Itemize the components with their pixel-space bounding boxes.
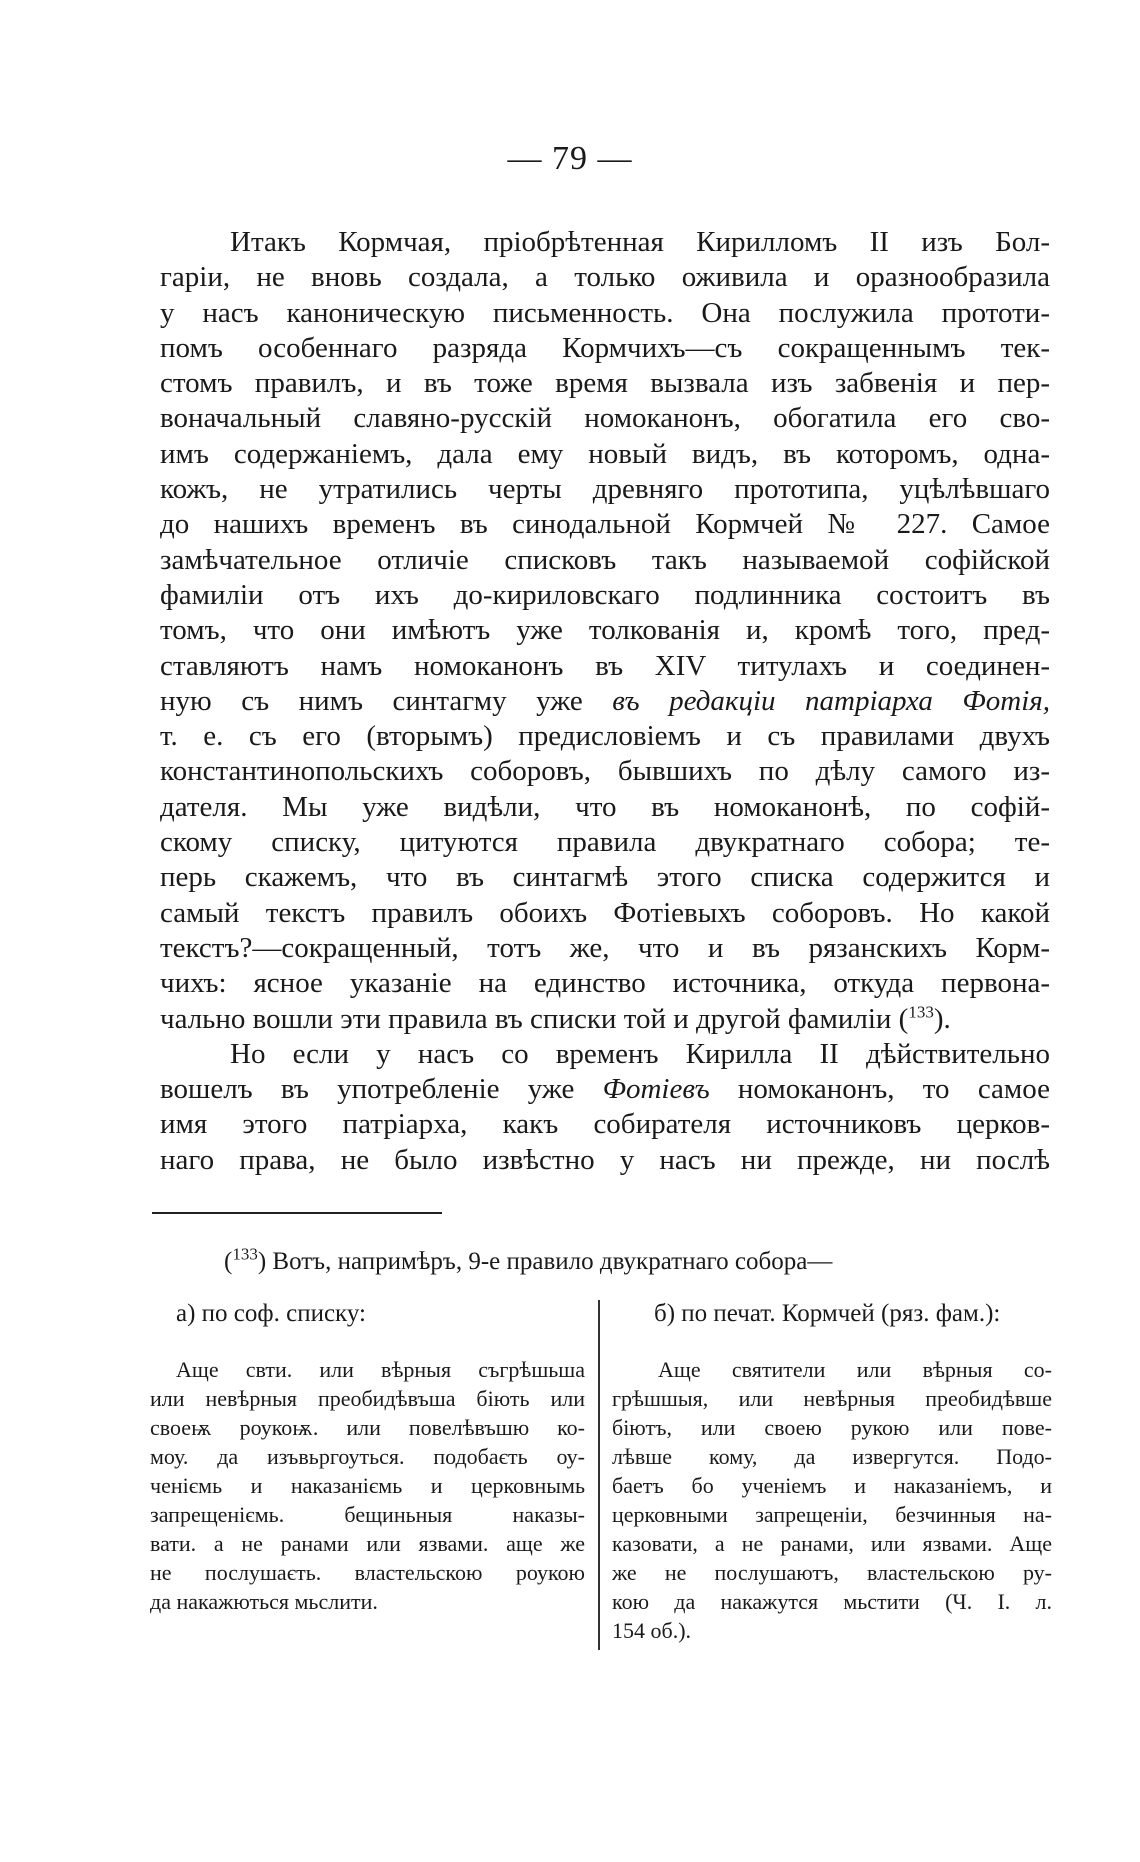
text-line: кожъ, не утратились черты древняго прототипа, уцѣлѣвшаго <box>160 473 1050 506</box>
text-line: у насъ каноническую письменность. Она послужила прототи- <box>160 296 1050 329</box>
footnote-line: ченіємь и наказаніємь и церковнымь <box>150 1473 585 1498</box>
footnote-marker: 133 <box>232 1244 258 1264</box>
text-line: скому списку, цитуются правила двукратнаго собора; те- <box>160 826 1050 859</box>
text-line: воначальный славяно-русскій номоканонъ, обогатила его сво- <box>160 402 1050 435</box>
footnote-line: не послушаєть. властельскою роукою <box>150 1560 585 1585</box>
text-line: до нашихъ временъ въ синодальной Кормчей № 227. Самое <box>160 508 1050 541</box>
text-line: самый текстъ правилъ обоихъ Фотіевыхъ соборовъ. Но какой <box>160 896 1050 929</box>
footnote-line: 154 об.). <box>612 1618 692 1643</box>
footnote-line: да накажються мьслити. <box>150 1589 378 1614</box>
footnote-reference[interactable]: 133 <box>908 1001 934 1021</box>
text-line: т. е. съ его (вторымъ) предисловіемъ и съ правилами двухъ <box>160 720 1050 753</box>
text-line: дателя. Мы уже видѣли, что въ номоканонѣ, по софій- <box>160 790 1050 823</box>
text-line: имя этого патріарха, какъ собирателя источниковъ церков- <box>160 1108 1050 1141</box>
italic-text: Фотіевъ <box>602 1073 710 1106</box>
footnote-right-column <box>612 1355 1052 1645</box>
footnote-intro-text: Вотъ, напримѣръ, 9-е правило двукратнаго собора— <box>272 1248 833 1275</box>
text-line: томъ, что они имѣютъ уже толкованія и, кромѣ того, пред- <box>160 614 1050 647</box>
footnote-line: казовати, а не ранами, или язвами. Аще <box>612 1531 1052 1556</box>
main-text-block <box>160 225 1050 1178</box>
column-divider <box>598 1300 600 1650</box>
text-line: чихъ: ясное указаніе на единство источника, откуда первона- <box>160 967 1050 1000</box>
footnote-separator-rule <box>152 1212 442 1214</box>
text-line: Но если у насъ со временъ Кирилла II дѣйствительно <box>230 1037 1050 1070</box>
text-line: имъ содержаніемъ, дала ему новый видъ, въ которомъ, одна- <box>160 437 1050 470</box>
text-line: гаріи, не вновь создала, а только оживила и оразнообразила <box>160 261 1050 294</box>
text-line: перь скажемъ, что въ синтагмѣ этого списка содержится и <box>160 861 1050 894</box>
text-line <box>160 1072 1050 1107</box>
footnote-line: запрещеніємь. бещиньныя наказы- <box>150 1502 585 1527</box>
text-line <box>160 684 1050 719</box>
footnote-line: кою да накажутся мьстити (Ч. I. л. <box>612 1589 1052 1614</box>
text-line: фамиліи отъ ихъ до-кириловскаго подлинника состоитъ въ <box>160 578 1050 611</box>
footnote-line: Аще свти. или вѣрныя съгрѣшьша <box>176 1357 585 1382</box>
footnote-line: или невѣрныя преобидѣвъша біють или <box>150 1386 585 1411</box>
footnote-left-title: а) по соф. списку: <box>176 1300 366 1327</box>
text-segment: ). <box>933 1002 951 1035</box>
footnote-intro: ($^{133}$) Вотъ, напримѣръ, 9-е правило двукратнаго собора— <box>224 1244 833 1275</box>
text-line: замѣчательное отличіе списковъ такъ называемой софійской <box>160 543 1050 576</box>
footnote-line: біютъ, или своею рукою или пове- <box>612 1415 1052 1440</box>
text-segment: вошелъ въ употребленіе уже <box>160 1073 603 1106</box>
footnote-line: лѣвше кому, да извергутся. Подо- <box>612 1444 1052 1469</box>
footnote-line: моу. да изъвьргоуться. подобаєть оу- <box>150 1444 585 1469</box>
footnote-left-column <box>150 1355 585 1616</box>
footnote-line: баетъ бо ученіемъ и наказаніемъ, и <box>612 1473 1052 1498</box>
text-line: текстъ?—сокращенный, тотъ же, что и въ рязанскихъ Корм- <box>160 931 1050 964</box>
text-line: стомъ правилъ, и въ тоже время вызвала изъ забвенія и пер- <box>160 367 1050 400</box>
footnote-right-title: б) по печат. Кормчей (ряз. фам.): <box>654 1300 1001 1327</box>
text-line: ставляютъ намъ номоканонъ въ XIV титулахъ и соединен- <box>160 649 1050 682</box>
footnote-line: вати. а не ранами или язвами. аще же <box>150 1531 585 1556</box>
text-segment: номоканонъ, то самое <box>709 1073 1050 1106</box>
text-line: константинопольскихъ соборовъ, бывшихъ по дѣлу самого из- <box>160 755 1050 788</box>
text-line: помъ особеннаго разряда Кормчихъ—съ сокращеннымъ тек- <box>160 331 1050 364</box>
text-line: наго права, не было извѣстно у насъ ни прежде, ни послѣ <box>160 1143 1050 1176</box>
text-segment: ную съ нимъ синтагму уже <box>160 684 613 717</box>
text-segment: чально вошли эти правила въ списки той и другой фамиліи ( <box>160 1002 909 1035</box>
page-number: — 79 — <box>507 140 633 177</box>
text-line <box>160 1002 1050 1037</box>
footnote-line: своеѭ роукоѭ. или повелѣвъшю ко- <box>150 1415 585 1440</box>
italic-text: въ редакціи патріарха Фотія, <box>612 684 1050 717</box>
footnote-line: грѣшшыя, или невѣрныя преобидѣвше <box>612 1386 1052 1411</box>
text-line: Итакъ Кормчая, пріобрѣтенная Кирилломъ II изъ Бол- <box>230 226 1050 258</box>
footnote-line: же не послушаютъ, властельскою ру- <box>612 1560 1052 1585</box>
footnote-line: Аще святители или вѣрныя со- <box>658 1357 1052 1382</box>
footnote-line: церковными запрещеніи, безчинныя на- <box>612 1502 1052 1527</box>
